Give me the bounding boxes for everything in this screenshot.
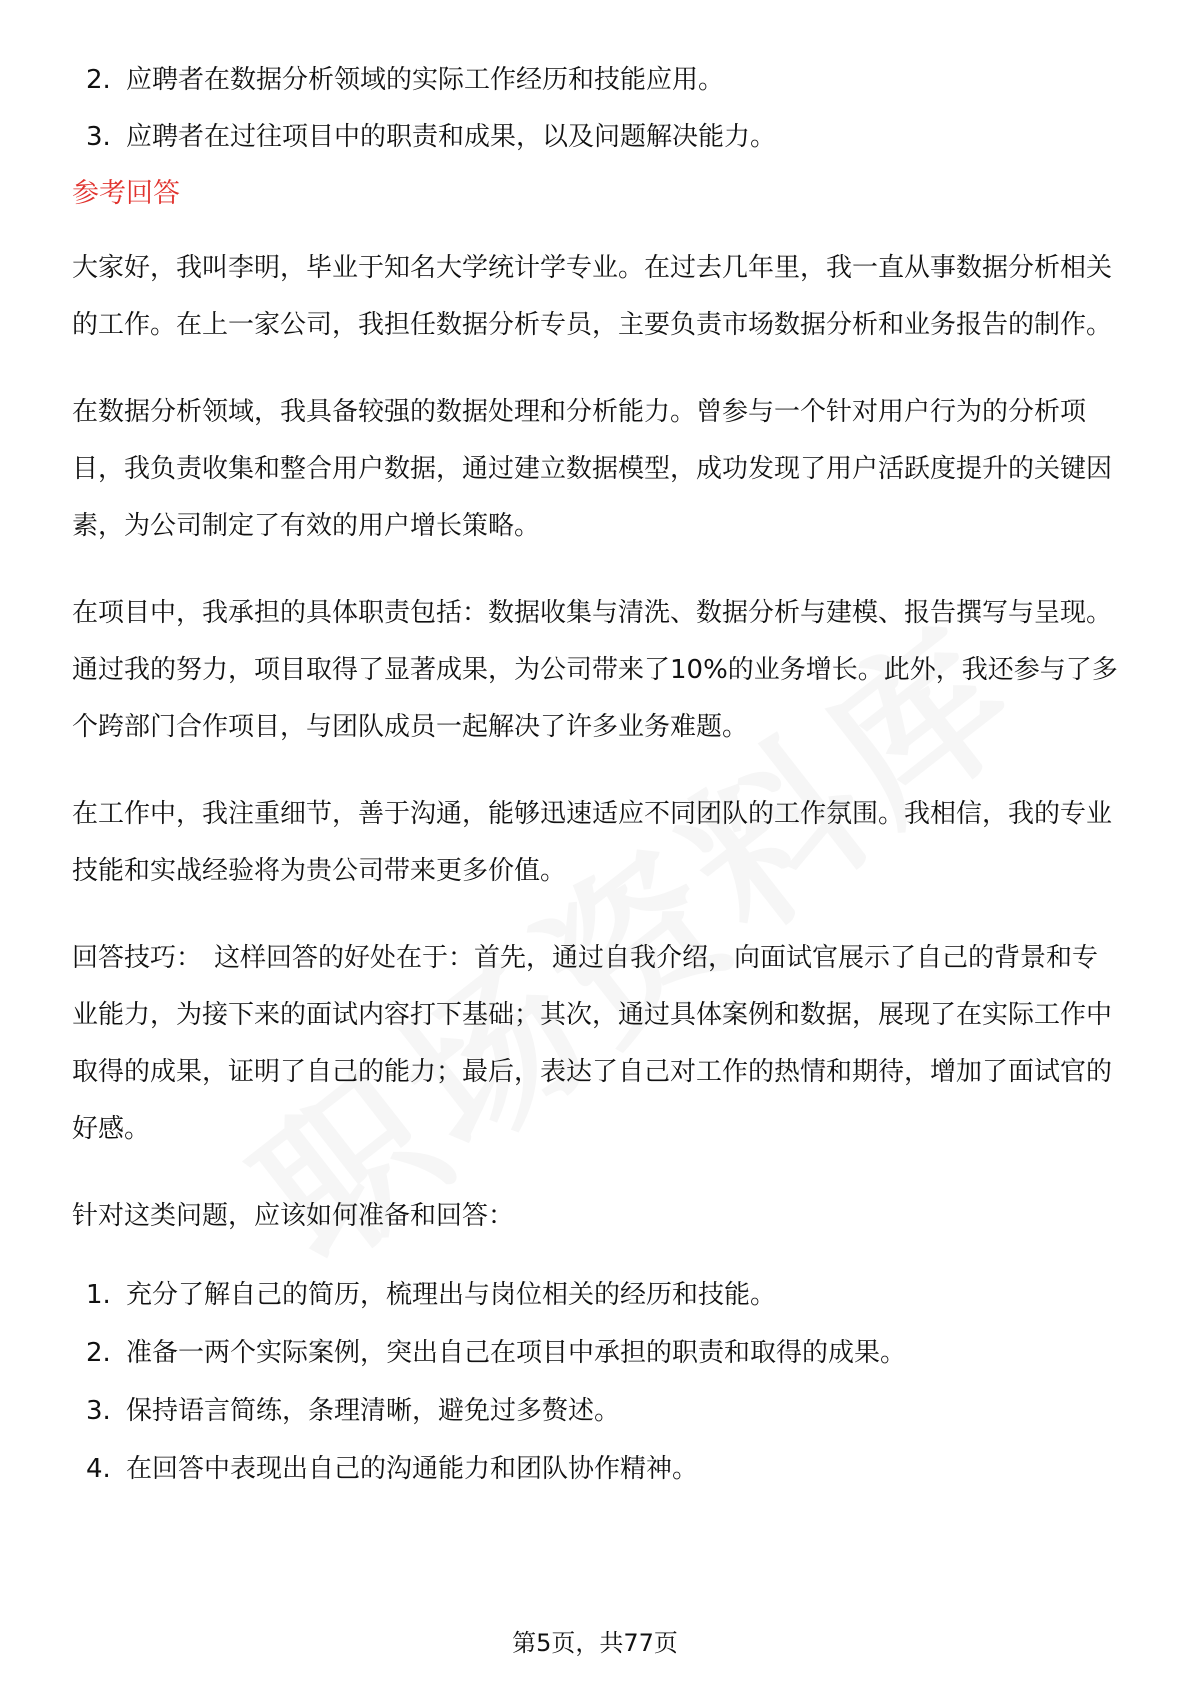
tips-label: 回答技巧： (72, 943, 203, 973)
list-item (72, 117, 1122, 157)
list-item-number: 1. (86, 1280, 111, 1310)
answer-paragraph: 大家好，我叫李明，毕业于知名大学统计学专业。在过去几年里，我一直从事数据分析相关的工作。在上一家公司，我担任数据分析专员，主要负责市场数据分析和业务报告的制作。 (72, 253, 1113, 340)
list-item (72, 1391, 1122, 1431)
list-item-number: 3. (86, 122, 111, 152)
list-item-text: 应聘者在数据分析领域的实际工作经历和技能应用。 (126, 65, 725, 95)
list-item (72, 1449, 1122, 1489)
question-points-list (72, 60, 1122, 157)
list-item-number: 4. (86, 1454, 111, 1484)
list-item (72, 1333, 1122, 1373)
list-item-text: 准备一两个实际案例，突出自己在项目中承担的职责和取得的成果。 (126, 1338, 907, 1368)
list-item (72, 1275, 1122, 1315)
tips-paragraph (72, 930, 1122, 1158)
answer-paragraph: 在数据分析领域，我具备较强的数据处理和分析能力。曾参与一个针对用户行为的分析项目，我负责收集和整合用户数据，通过建立数据模型，成功发现了用户活跃度提升的关键因素，为公司制定了有效的用户增长策略。 (72, 397, 1113, 541)
answer-paragraph: 在项目中，我承担的具体职责包括：数据收集与清洗、数据分析与建模、报告撰写与呈现。通过我的努力，项目取得了显著成果，为公司带来了10%的业务增长。此外，我还参与了多个跨部门合作项目，与团队成员一起解决了许多业务难题。 (72, 598, 1118, 742)
list-item-text: 在回答中表现出自己的沟通能力和团队协作精神。 (126, 1454, 699, 1484)
document-page (72, 60, 1122, 1507)
prep-intro: 针对这类问题，应该如何准备和回答： (72, 1201, 515, 1231)
answer-paragraph: 在工作中，我注重细节，善于沟通，能够迅速适应不同团队的工作氛围。我相信，我的专业技能和实战经验将为贵公司带来更多价值。 (72, 799, 1113, 886)
page-footer: 第5页，共77页 (512, 1629, 678, 1657)
list-item-text: 充分了解自己的简历，梳理出与岗位相关的经历和技能。 (126, 1280, 777, 1310)
list-item-number: 2. (86, 65, 111, 95)
list-item-text: 保持语言简练，条理清晰，避免过多赘述。 (126, 1396, 621, 1426)
section-heading: 参考回答 (72, 178, 180, 209)
list-item-number: 3. (86, 1396, 111, 1426)
prep-steps-list (72, 1275, 1122, 1489)
list-item (72, 60, 1122, 100)
tips-text: 这样回答的好处在于：首先，通过自我介绍，向面试官展示了自己的背景和专业能力，为接下来的面试内容打下基础；其次，通过具体案例和数据，展现了在实际工作中取得的成果，证明了自己的能力；最后，表达了自己对工作的热情和期待，增加了面试官的好感。 (72, 943, 1113, 1144)
list-item-text: 应聘者在过往项目中的职责和成果，以及问题解决能力。 (126, 122, 777, 152)
list-item-number: 2. (86, 1338, 111, 1368)
